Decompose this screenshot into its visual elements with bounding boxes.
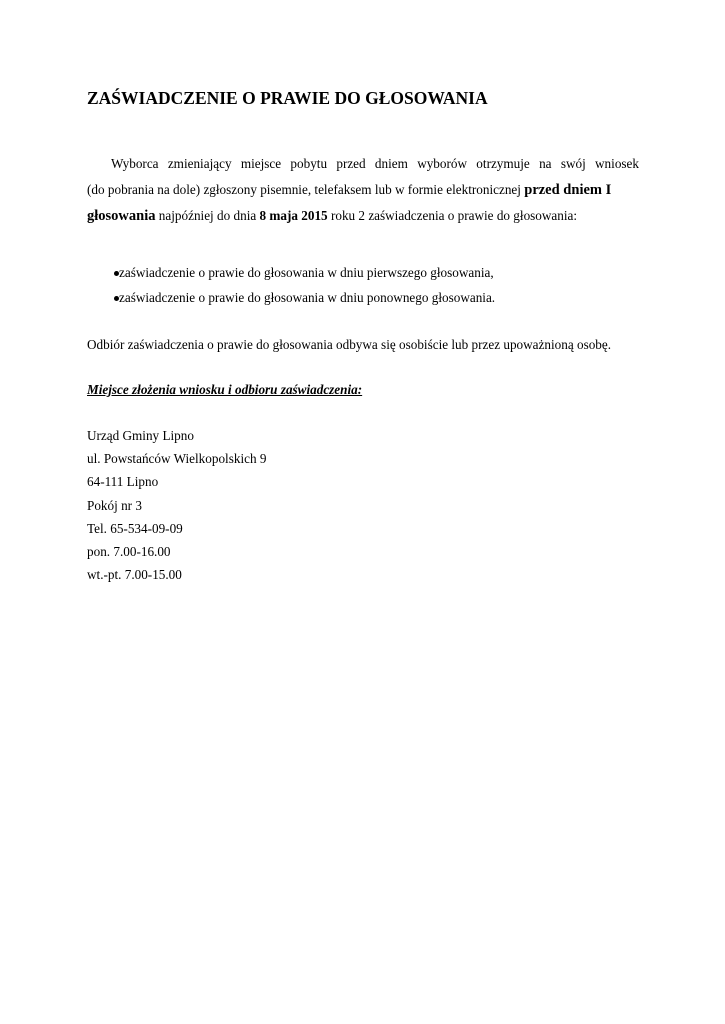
- list-item: [87, 265, 495, 290]
- hours-tue-fri: wt.-pt. 7.00-15.00: [87, 567, 182, 583]
- address-office-name: Urząd Gminy Lipno: [87, 428, 194, 443]
- address-phone: Tel. 65-534-09-09: [87, 520, 183, 536]
- deadline-date: 8 maja 2015: [259, 208, 328, 223]
- place-heading: Miejsce złożenia wniosku i odbioru zaświadczenia:: [87, 382, 363, 397]
- intro-line-2-text: (do pobrania na dole) zgłoszony pisemnie, telefaksem lub w formie elektronicznej: [87, 182, 525, 197]
- intro-line-3: [87, 208, 639, 234]
- intro-line-3-mid: najpóźniej do dnia: [155, 208, 260, 223]
- office-address: [87, 428, 266, 590]
- intro-line-1: [87, 156, 639, 182]
- intro-line-3-end: roku 2 zaświadczenia o prawie do głosowania:: [327, 208, 578, 223]
- list-item-text: zaświadczenie o prawie do głosowania w dniu pierwszego głosowania,: [119, 265, 494, 280]
- intro-line-1-text: Wyborca zmieniający miejsce pobytu przed dniem wyborów otrzymuje na swój wniosek: [111, 156, 639, 171]
- hours-monday: pon. 7.00-16.00: [87, 543, 171, 559]
- bullet-icon: [114, 296, 119, 301]
- deadline-phrase-part1: przed dniem I: [524, 182, 612, 198]
- list-item: [87, 290, 495, 315]
- bullet-icon: [114, 271, 119, 276]
- pickup-info: Odbiór zaświadczenia o prawie do głosowania odbywa się osobiście lub przez upoważnioną osobę.: [87, 337, 612, 352]
- address-room: Pokój nr 3: [87, 497, 142, 513]
- certificate-list: [87, 265, 495, 315]
- intro-line-2: [87, 182, 639, 208]
- deadline-phrase-part2: głosowania: [87, 208, 156, 224]
- address-postal-city: 64-111 Lipno: [87, 474, 159, 490]
- list-item-text: zaświadczenie o prawie do głosowania w dniu ponownego głosowania.: [119, 290, 496, 305]
- address-street: ul. Powstańców Wielkopolskich 9: [87, 451, 267, 467]
- document-title: ZAŚWIADCZENIE O PRAWIE DO GŁOSOWANIA: [87, 88, 488, 108]
- intro-paragraph: [87, 156, 639, 234]
